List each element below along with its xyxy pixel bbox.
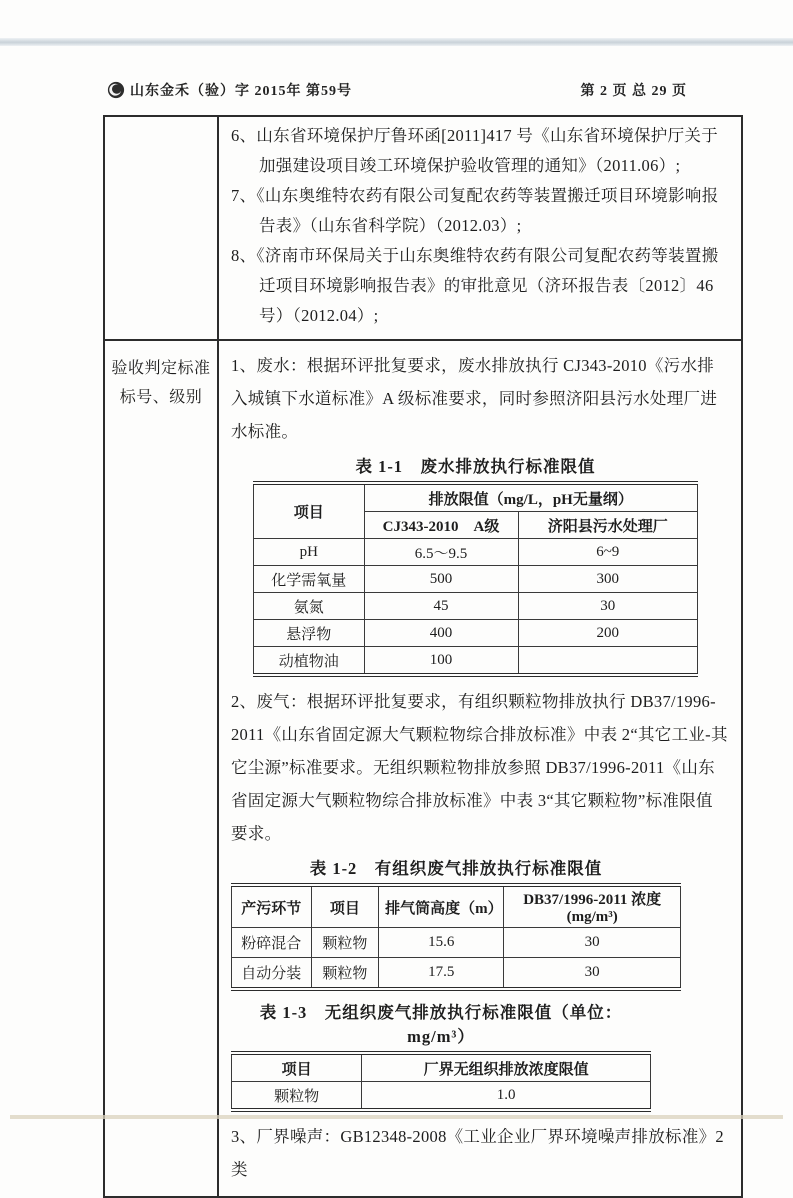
table-row (254, 539, 698, 566)
t1-cj-value: 400 (364, 620, 518, 647)
table-1-2 (231, 883, 681, 991)
t2-header-item: 项目 (311, 885, 379, 928)
exhaust-gas-paragraph: 2、废气：根据环评批复要求，有组织颗粒物排放执行 DB37/1996-2011《山东省固定源大气颗粒物综合排放标准》中表 2“其它工业-其它尘源”标准要求。无组织颗粒物排放参照 DB37/1996-2011《山东省固定源大气颗粒物综合排放标准》中表 3“其它颗粒物”标准限值要求。 (231, 692, 728, 843)
t1-cj-value: 100 (364, 647, 518, 676)
t2-stage: 粉碎混合 (232, 928, 312, 958)
acceptance-label-line2: 标号、级别 (119, 389, 203, 406)
table-row (232, 928, 681, 958)
t1-cj-value: 500 (364, 566, 518, 593)
t1-subheader-jiyang: 济阳县污水处理厂 (518, 512, 697, 539)
t1-item: 化学需氧量 (254, 566, 365, 593)
t2-limit: 30 (504, 958, 681, 990)
table-row (254, 647, 698, 676)
t1-item: pH (254, 539, 365, 566)
t1-jiyang-value: 200 (518, 620, 697, 647)
t3-header-item: 项目 (232, 1053, 362, 1082)
scan-edge-bottom (10, 1115, 783, 1119)
page-number: 第 2 页 总 29 页 (580, 84, 687, 99)
document-number: 山东金禾（验）字 2015年 第59号 (130, 84, 352, 99)
noise-paragraph: 3、厂界噪声：GB12348-2008《工业企业厂界环境噪声排放标准》2 类 (231, 1127, 724, 1179)
t1-jiyang-value (518, 647, 697, 676)
references-row-content (219, 117, 741, 339)
references-row (105, 117, 741, 341)
table-1-1 (253, 481, 698, 677)
acceptance-standards-label-cell (105, 341, 219, 1196)
t2-header-limit: DB37/1996-2011 浓度(mg/m³) (504, 885, 681, 928)
t1-jiyang-value: 6~9 (518, 539, 697, 566)
t1-header-item: 项目 (254, 483, 365, 539)
t1-item: 氨氮 (254, 593, 365, 620)
t1-cj-value: 45 (364, 593, 518, 620)
table-row (254, 620, 698, 647)
table-1-1-title: 表 1-1 废水排放执行标准限值 (355, 457, 596, 476)
reference-item-8: 8、《济南市环保局关于山东奥维特农药有限公司复配农药等装置搬迁项目环境影响报告表》的审批意见（济环报告表〔2012〕46 号）（2012.04）; (231, 246, 719, 325)
t2-limit: 30 (504, 928, 681, 958)
acceptance-label-line1: 验收判定标准 (111, 360, 211, 377)
main-table (103, 115, 743, 1198)
t1-subheader-cj343: CJ343-2010 A级 (364, 512, 518, 539)
reference-item-6: 6、山东省环境保护厅鲁环函[2011]417 号《山东省环境保护厅关于加强建设项目竣工环境保护验收管理的通知》（2011.06）; (231, 126, 719, 175)
references-row-label-cell (105, 117, 219, 339)
t1-jiyang-value: 30 (518, 593, 697, 620)
t1-jiyang-value: 300 (518, 566, 697, 593)
t2-stack-height: 15.6 (379, 928, 504, 958)
t3-header-limit: 厂界无组织排放浓度限值 (362, 1053, 651, 1082)
table-row (232, 958, 681, 990)
table-1-2-title: 表 1-2 有组织废气排放执行标准限值 (309, 859, 603, 878)
wastewater-paragraph: 1、废水：根据环评批复要求，废水排放执行 CJ343-2010《污水排入城镇下水道标准》A 级标准要求，同时参照济阳县污水处理厂进水标准。 (231, 356, 718, 441)
page-header (107, 80, 687, 100)
acceptance-standards-row (105, 341, 741, 1196)
t2-header-stage: 产污环节 (232, 885, 312, 928)
t2-header-stack-height: 排气筒高度（m） (379, 885, 504, 928)
t1-item: 悬浮物 (254, 620, 365, 647)
t2-item: 颗粒物 (311, 928, 379, 958)
t2-stage: 自动分装 (232, 958, 312, 990)
t1-cj-value: 6.5～9.5 (364, 539, 518, 566)
document-number-block (107, 80, 352, 100)
t3-limit: 1.0 (362, 1082, 651, 1111)
table-1-3-title: 表 1-3 无组织废气排放执行标准限值（单位：mg/m³） (259, 1003, 623, 1046)
t3-item: 颗粒物 (232, 1082, 362, 1111)
t2-stack-height: 17.5 (379, 958, 504, 990)
t2-item: 颗粒物 (311, 958, 379, 990)
table-1-3 (231, 1051, 651, 1112)
table-row (254, 593, 698, 620)
reference-item-7: 7、《山东奥维特农药有限公司复配农药等装置搬迁项目环境影响报告表》（山东省科学院）（2012.03）; (231, 186, 719, 235)
table-row (232, 1082, 651, 1111)
table-row (254, 566, 698, 593)
scan-edge-top (0, 38, 793, 46)
t1-header-limit: 排放限值（mg/L，pH无量纲） (364, 483, 697, 512)
jinhe-swirl-logo-icon (107, 81, 125, 99)
t1-item: 动植物油 (254, 647, 365, 676)
acceptance-standards-content (219, 341, 741, 1196)
